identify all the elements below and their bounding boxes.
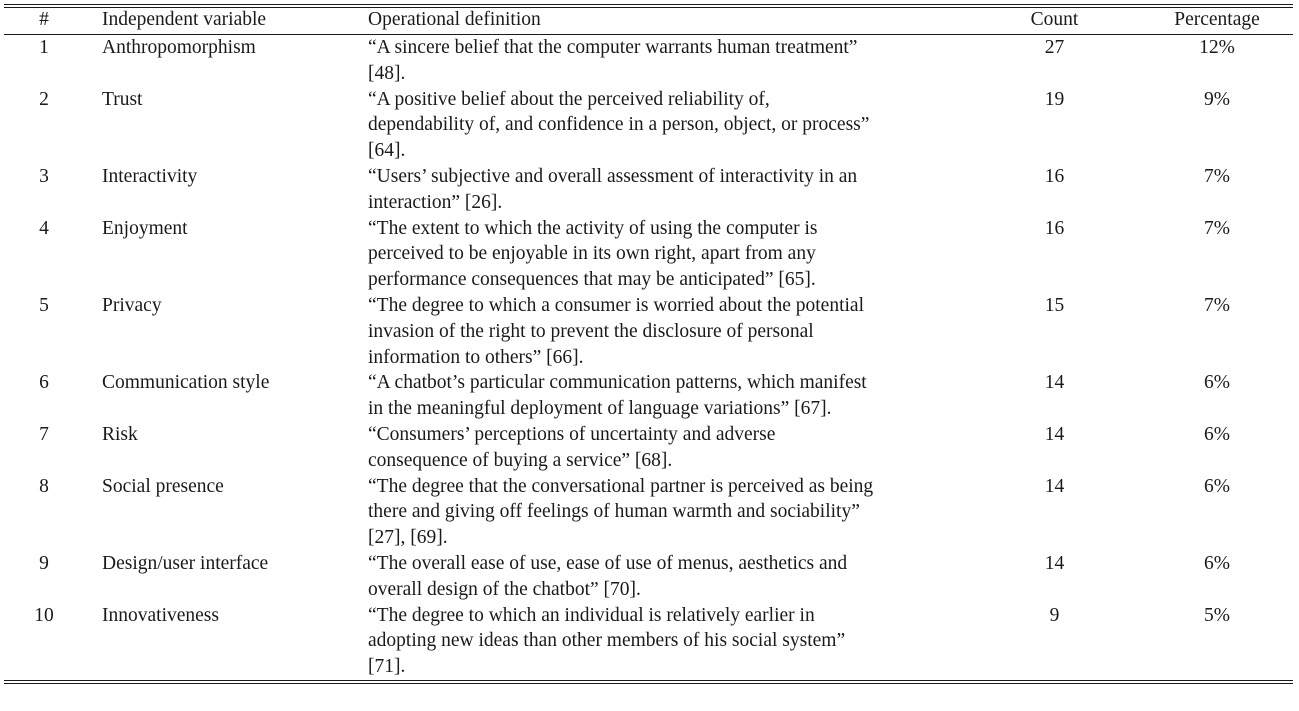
table-body — [4, 35, 1293, 680]
operational-definition — [368, 87, 976, 164]
definition-line: [27], [69]. — [368, 527, 448, 549]
row-number: 9 — [39, 552, 49, 574]
definition-line: there and giving off feelings of human warmth and sociability” — [368, 501, 860, 523]
count-value: 16 — [1044, 217, 1065, 239]
header-variable: Independent variable — [102, 9, 267, 30]
operational-definition — [368, 603, 976, 680]
table-row — [4, 551, 1293, 603]
variable-name: Privacy — [102, 294, 162, 316]
definition-line: [48]. — [368, 62, 406, 84]
count-value: 16 — [1044, 165, 1065, 187]
variable-name: Enjoyment — [102, 217, 188, 239]
definition-line: interaction” [26]. — [368, 191, 503, 213]
independent-variables-table — [4, 4, 1293, 684]
variable-name: Trust — [102, 88, 143, 110]
row-number: 6 — [39, 372, 49, 394]
table-row — [4, 216, 1293, 293]
definition-line: “A sincere belief that the computer warrants human treatment” — [368, 37, 858, 58]
operational-definition — [368, 474, 976, 551]
operational-definition — [368, 370, 976, 422]
table-row — [4, 370, 1293, 422]
definition-line: invasion of the right to prevent the disclosure of personal — [368, 320, 814, 342]
operational-definition — [368, 293, 976, 370]
percentage-value: 6% — [1204, 475, 1230, 497]
table-row — [4, 474, 1293, 551]
percentage-value: 5% — [1204, 604, 1230, 626]
definition-line: performance consequences that may be anticipated” [65]. — [368, 269, 816, 291]
count-value: 14 — [1044, 372, 1065, 394]
definition-line: “The overall ease of use, ease of use of menus, aesthetics and — [368, 552, 848, 574]
variable-name: Design/user interface — [102, 552, 269, 574]
definition-line: “Users’ subjective and overall assessment of interactivity in an — [368, 165, 858, 187]
bottom-rule-outer — [4, 683, 1293, 684]
definition-line: [71]. — [368, 656, 406, 678]
row-number: 3 — [39, 165, 49, 187]
definition-line: “The degree to which an individual is relatively earlier in — [368, 604, 815, 626]
table-row — [4, 422, 1293, 474]
header-percentage: Percentage — [1174, 9, 1260, 30]
variable-name: Anthropomorphism — [102, 37, 256, 58]
definition-line: “The degree to which a consumer is worried about the potential — [368, 294, 864, 316]
row-number: 1 — [39, 37, 49, 58]
row-number: 8 — [39, 475, 49, 497]
count-value: 9 — [1049, 604, 1060, 626]
definition-line: adopting new ideas than other members of his social system” — [368, 630, 846, 652]
variable-name: Innovativeness — [102, 604, 219, 626]
table-header-row — [4, 8, 1293, 34]
definition-line: overall design of the chatbot” [70]. — [368, 578, 641, 600]
definition-line: “A chatbot’s particular communication patterns, which manifest — [368, 372, 867, 394]
definition-line: “A positive belief about the perceived reliability of, — [368, 88, 770, 110]
percentage-value: 12% — [1199, 37, 1235, 58]
definition-line: information to others” [66]. — [368, 346, 584, 368]
row-number: 5 — [39, 294, 49, 316]
header-definition: Operational definition — [368, 9, 541, 30]
table-row — [4, 87, 1293, 164]
definition-line: in the meaningful deployment of language variations” [67]. — [368, 398, 832, 420]
percentage-value: 7% — [1204, 294, 1230, 316]
count-value: 19 — [1044, 88, 1065, 110]
percentage-value: 6% — [1204, 552, 1230, 574]
definition-line: “The extent to which the activity of using the computer is — [368, 217, 818, 239]
definition-line: “Consumers’ perceptions of uncertainty and adverse — [368, 423, 776, 445]
count-value: 27 — [1044, 37, 1065, 58]
row-number: 10 — [34, 604, 54, 626]
percentage-value: 7% — [1204, 165, 1230, 187]
row-number: 2 — [39, 88, 49, 110]
definition-line: [64]. — [368, 140, 406, 162]
percentage-value: 6% — [1204, 423, 1230, 445]
operational-definition — [368, 164, 976, 216]
operational-definition — [368, 551, 976, 603]
header-count: Count — [1030, 9, 1079, 30]
percentage-value: 6% — [1204, 372, 1230, 394]
count-value: 14 — [1044, 423, 1065, 445]
operational-definition — [368, 216, 976, 293]
definition-line: “The degree that the conversational partner is perceived as being — [368, 475, 874, 497]
variable-name: Risk — [102, 423, 138, 445]
operational-definition — [368, 422, 976, 474]
row-number: 7 — [39, 423, 49, 445]
count-value: 14 — [1044, 552, 1065, 574]
percentage-value: 7% — [1204, 217, 1230, 239]
definition-line: dependability of, and confidence in a person, object, or process” — [368, 114, 870, 136]
count-value: 14 — [1044, 475, 1065, 497]
definition-line: perceived to be enjoyable in its own right, apart from any — [368, 243, 816, 265]
definition-line: consequence of buying a service” [68]. — [368, 449, 673, 471]
table-row — [4, 164, 1293, 216]
variable-name: Social presence — [102, 475, 224, 497]
table-row — [4, 293, 1293, 370]
table-row — [4, 603, 1293, 680]
header-num: # — [39, 9, 49, 30]
variable-name: Interactivity — [102, 165, 198, 187]
percentage-value: 9% — [1204, 88, 1230, 110]
count-value: 15 — [1044, 294, 1065, 316]
operational-definition — [368, 35, 976, 87]
row-number: 4 — [39, 217, 49, 239]
variable-name: Communication style — [102, 372, 270, 394]
table-row — [4, 35, 1293, 87]
